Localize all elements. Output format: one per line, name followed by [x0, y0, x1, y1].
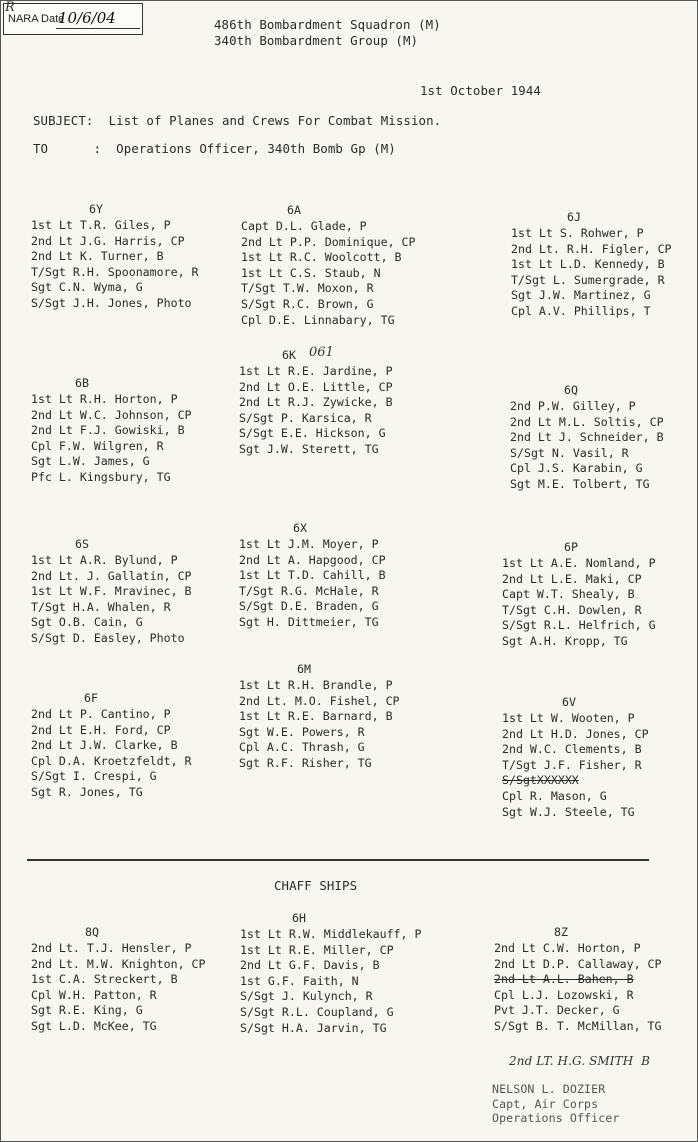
plane-id: 6V [562, 695, 576, 709]
crew-member: 2nd Lt R.J. Zywicke, B [239, 395, 393, 410]
crew-member: 1st Lt R.E. Jardine, P [239, 364, 393, 378]
crew-member: 2nd Lt C.W. Horton, P [494, 941, 641, 955]
crew-member: Sgt J.W. Martinez, G [511, 288, 651, 303]
crew-member: S/Sgt J.H. Jones, Photo [31, 296, 192, 310]
crew-member: S/Sgt N. Vasil, R [510, 445, 629, 460]
crew-member: S/Sgt P. Karsica, R [239, 410, 372, 425]
crew-member: 1st Lt C.S. Staub, N [241, 265, 381, 280]
crew-member: 2nd Lt J.G. Harris, CP [31, 233, 185, 248]
crew-member: 2nd Lt P. Cantino, P [31, 707, 171, 721]
crew-member: 1st G.F. Faith, N [240, 973, 359, 988]
crew-member: 1st Lt R.W. Middlekauff, P [240, 927, 422, 941]
plane-id: 6M [297, 662, 311, 676]
plane-id: 8Z [554, 925, 568, 939]
crew-member: 2nd Lt A.L. Bahen, B [494, 972, 634, 987]
crew-member: 2nd Lt G.F. Davis, B [240, 958, 380, 973]
crew-member: 2nd Lt. R.H. Figler, CP [511, 241, 672, 256]
crew-member: Sgt L.D. McKee, TG [31, 1019, 157, 1033]
plane-id: 6A [287, 203, 301, 217]
crew-member: Sgt O.B. Cain, G [31, 615, 143, 630]
crew-member: 1st Lt L.D. Kennedy, B [511, 257, 665, 272]
crew-member: T/Sgt R.H. Spoonamore, R [31, 264, 199, 279]
crew-member: 2nd Lt P.P. Dominique, CP [241, 234, 416, 249]
crew-member: 1st Lt A.E. Nomland, P [502, 556, 656, 570]
crew-member: Cpl D.E. Linnabary, TG [241, 312, 395, 327]
crew-member: S/Sgt J. Kulynch, R [240, 989, 373, 1004]
crew-member: S/Sgt R.C. Brown, G [241, 297, 374, 311]
crew-member: 2nd Lt H.D. Jones, CP [502, 726, 649, 741]
plane-id: 6Q [564, 383, 578, 397]
crew-member: 2nd Lt. M.W. Knighton, CP [31, 956, 206, 971]
plane-id: 6K [282, 348, 296, 362]
crew-member: Sgt C.N. Wyma, G [31, 280, 143, 295]
plane-id: 8Q [85, 925, 99, 939]
crew-member: 1st Lt R.H. Brandle, P [239, 678, 393, 692]
crew-member: 2nd Lt. M.O. Fishel, CP [239, 693, 400, 708]
plane-id: 6F [84, 691, 98, 705]
crew-member: Sgt L.W. James, G [31, 454, 150, 469]
crew-member: T/Sgt C.H. Dowlen, R [502, 602, 642, 617]
crew-member: Cpl F.W. Wilgren, R [31, 438, 164, 453]
crew-member: Sgt H. Dittmeier, TG [239, 615, 379, 629]
crew-member: Sgt J.W. Sterett, TG [239, 442, 379, 456]
plane-id: 6B [75, 376, 89, 390]
nara-date-stamp [3, 0, 143, 35]
crew-member: 1st Lt T.R. Giles, P [31, 218, 171, 232]
crew-member: Sgt A.H. Kropp, TG [502, 634, 628, 648]
crew-member: 2nd Lt W.C. Johnson, CP [31, 407, 192, 422]
crew-member: Cpl W.H. Patton, R [31, 987, 157, 1002]
stamp-label: NARA Date [8, 13, 65, 25]
crew-member: 2nd Lt F.J. Gowiski, B [31, 423, 185, 438]
crew-member: T/Sgt L. Sumergrade, R [511, 272, 665, 287]
to-line: TO : Operations Officer, 340th Bomb Gp (M) [33, 141, 396, 156]
crew-member: Pfc L. Kingsbury, TG [31, 470, 171, 484]
plane-id: 6H [292, 911, 306, 925]
crew-member: 2nd Lt A. Hapgood, CP [239, 552, 386, 567]
crew-member: T/Sgt H.A. Whalen, R [31, 599, 171, 614]
crew-member: 1st Lt R.E. Barnard, B [239, 709, 393, 724]
crew-member: 1st Lt R.E. Miller, CP [240, 942, 394, 957]
crew-member: 1st Lt A.R. Bylund, P [31, 553, 178, 567]
crew-member: Sgt M.E. Tolbert, TG [510, 477, 650, 491]
crew-member: 1st Lt R.C. Woolcott, B [241, 250, 402, 265]
crew-member: 2nd W.C. Clements, B [502, 742, 642, 757]
margin-mark: R [5, 0, 15, 15]
crew-member: S/SgtXXXXXX [502, 773, 579, 788]
crew-member: S/Sgt D. Easley, Photo [31, 631, 185, 645]
crew-member: Sgt R.F. Risher, TG [239, 756, 372, 770]
plane-id: 6J [567, 210, 581, 224]
crew-member: S/Sgt R.L. Coupland, G [240, 1005, 394, 1019]
group-line: 340th Bombardment Group (M) [214, 33, 419, 48]
plane-id: 6P [564, 540, 578, 554]
document-date: 1st October 1944 [420, 83, 541, 98]
crew-member: Capt W.T. Shealy, B [502, 587, 635, 602]
crew-member: Pvt J.T. Decker, G [494, 1003, 620, 1018]
crew-member: S/Sgt I. Crespi, G [31, 769, 157, 784]
crew-member: 2nd Lt. T.J. Hensler, P [31, 941, 192, 955]
crew-member: Sgt R. Jones, TG [31, 785, 143, 799]
crew-member: 2nd Lt D.P. Callaway, CP [494, 956, 662, 971]
crew-member: Sgt W.J. Steele, TG [502, 804, 635, 819]
crew-member: 2nd Lt L.E. Maki, CP [502, 571, 642, 586]
crew-member: S/Sgt H.A. Jarvin, TG [240, 1020, 387, 1035]
plane-id: 6S [75, 537, 89, 551]
stamp-date: 10/6/04 [58, 9, 116, 27]
crew-member: 1st C.A. Streckert, B [31, 972, 178, 987]
subject-line: SUBJECT: List of Planes and Crews For Combat Mission. [33, 113, 442, 128]
unit-line: 486th Bombardment Squadron (M) [214, 17, 441, 32]
crew-member: 2nd Lt J. Schneider, B [510, 430, 664, 445]
crew-member: T/Sgt J.F. Fisher, R [502, 757, 642, 772]
chaff-heading: CHAFF SHIPS [274, 878, 358, 893]
crew-member: S/Sgt E.E. Hickson, G [239, 426, 386, 441]
crew-member: 2nd P.W. Gilley, P [510, 399, 636, 413]
crew-member: Cpl J.S. Karabin, G [510, 461, 643, 476]
handwritten-note: 061 [309, 345, 334, 360]
crew-member: 1st Lt W. Wooten, P [502, 711, 635, 725]
crew-member: Cpl R. Mason, G [502, 789, 607, 803]
crew-member: S/Sgt D.E. Braden, G [239, 599, 379, 614]
crew-member: 2nd Lt. J. Gallatin, CP [31, 568, 192, 583]
signature-title: Operations Officer [492, 1111, 620, 1125]
crew-member: 1st Lt J.M. Moyer, P [239, 537, 379, 551]
crew-member: 1st Lt R.H. Horton, P [31, 392, 178, 406]
signature-rank: Capt, Air Corps [492, 1097, 599, 1111]
signature-name: NELSON L. DOZIER [492, 1082, 606, 1096]
stamp-underline [56, 28, 140, 29]
crew-member: Sgt R.E. King, G [31, 1003, 143, 1018]
crew-member: 2nd Lt M.L. Soltis, CP [510, 414, 664, 429]
divider-rule [27, 859, 649, 861]
crew-member: S/Sgt B. T. McMillan, TG [494, 1019, 662, 1033]
crew-member: T/Sgt R.G. McHale, R [239, 583, 379, 598]
crew-member: 1st Lt W.F. Mravinec, B [31, 584, 192, 599]
crew-member: Cpl A.V. Phillips, T [511, 304, 651, 318]
plane-id: 6Y [89, 202, 103, 216]
plane-id: 6X [293, 521, 307, 535]
crew-member: 2nd Lt K. Turner, B [31, 249, 164, 264]
crew-member: Sgt W.E. Powers, R [239, 724, 365, 739]
crew-member: Capt D.L. Glade, P [241, 219, 367, 233]
crew-member: 2nd Lt O.E. Little, CP [239, 379, 393, 394]
crew-member: 1st Lt S. Rohwer, P [511, 226, 644, 240]
handwritten-addition: 2nd LT. H.G. SMITH B [509, 1054, 651, 1068]
crew-member: 2nd Lt J.W. Clarke, B [31, 738, 178, 753]
crew-member: Cpl L.J. Lozowski, R [494, 987, 634, 1002]
crew-member: Cpl A.C. Thrash, G [239, 740, 365, 755]
crew-member: 2nd Lt E.H. Ford, CP [31, 722, 171, 737]
crew-member: S/Sgt R.L. Helfrich, G [502, 618, 656, 633]
crew-member: 1st Lt T.D. Cahill, B [239, 568, 386, 583]
crew-member: Cpl D.A. Kroetzfeldt, R [31, 753, 192, 768]
crew-member: T/Sgt T.W. Moxon, R [241, 281, 374, 296]
